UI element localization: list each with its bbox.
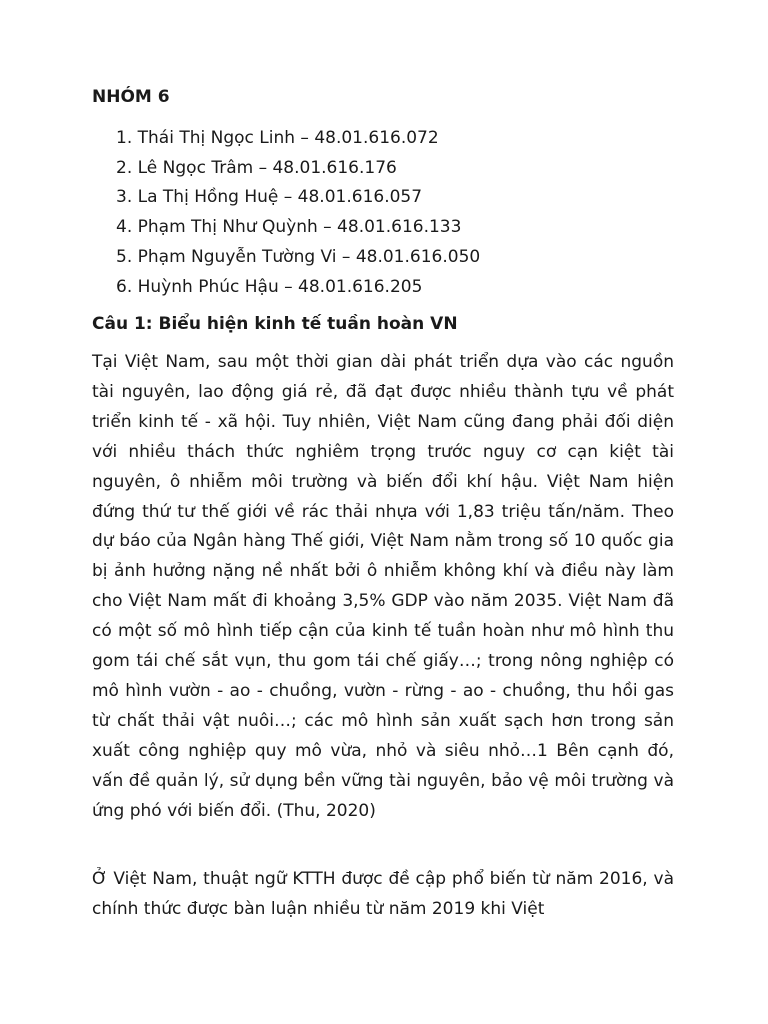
list-item: 2. Lê Ngọc Trâm – 48.01.616.176 — [116, 157, 397, 178]
list-item: 1. Thái Thị Ngọc Linh – 48.01.616.072 — [116, 128, 439, 148]
body-paragraph: Tại Việt Nam, sau một thời gian dài phát triển dựa vào các nguồn tài nguyên, lao động giá rẻ, đã đạt được nhiều thành tựu về phát triển kinh tế - xã hội. Tuy nhiên, Việt Nam cũng đang phải đối diện với nhiều thách thức nghiêm trọng trước nguy cơ cạn kiệt tài nguyên, ô nhiễm môi trường và biến đổi khí hậu. Việt Nam hiện đứng thứ tư thế giới về rác thải nhựa với 1,83 triệu tấn/năm. Theo dự báo của Ngân hàng Thế giới, Việt Nam nằm trong số 10 quốc gia bị ảnh hưởng nặng nề nhất bởi ô nhiễm không khí và điều này làm cho Việt Nam mất đi khoảng 3,5% GDP vào năm 2035. Việt Nam đã có một số mô hình tiếp cận của kinh tế tuần hoàn như mô hình thu gom tái chế sắt vụn, thu gom tái chế giấy…; trong nông nghiệp có mô hình vườn - ao - chuồng, vườn - rừng - ao - chuồng, thu hồi gas từ chất thải vật nuôi…; các mô hình sản xuất sạch hơn trong sản xuất công nghiệp quy mô vừa, nhỏ và siêu nhỏ…1 Bên cạnh đó, vấn đề quản lý, sử dụng bền vững tài nguyên, bảo vệ môi trường và ứng phó với biến đổi. (Thu, 2020) — [92, 352, 674, 821]
list-item: 3. La Thị Hồng Huệ – 48.01.616.057 — [116, 187, 423, 208]
list-item: 6. Huỳnh Phúc Hậu – 48.01.616.205 — [116, 276, 423, 297]
list-item: 5. Phạm Nguyễn Tường Vi – 48.01.616.050 — [116, 246, 481, 267]
list-item: 4. Phạm Thị Như Quỳnh – 48.01.616.133 — [116, 217, 462, 238]
group-title: NHÓM 6 — [92, 87, 170, 107]
body-paragraph: Ở Việt Nam, thuật ngữ KTTH được đề cập phổ biến từ năm 2016, và chính thức được bàn luận nhiều từ năm 2019 khi Việt — [92, 869, 674, 919]
member-list — [116, 124, 480, 302]
question-heading: Câu 1: Biểu hiện kinh tế tuần hoàn VN — [92, 314, 458, 334]
